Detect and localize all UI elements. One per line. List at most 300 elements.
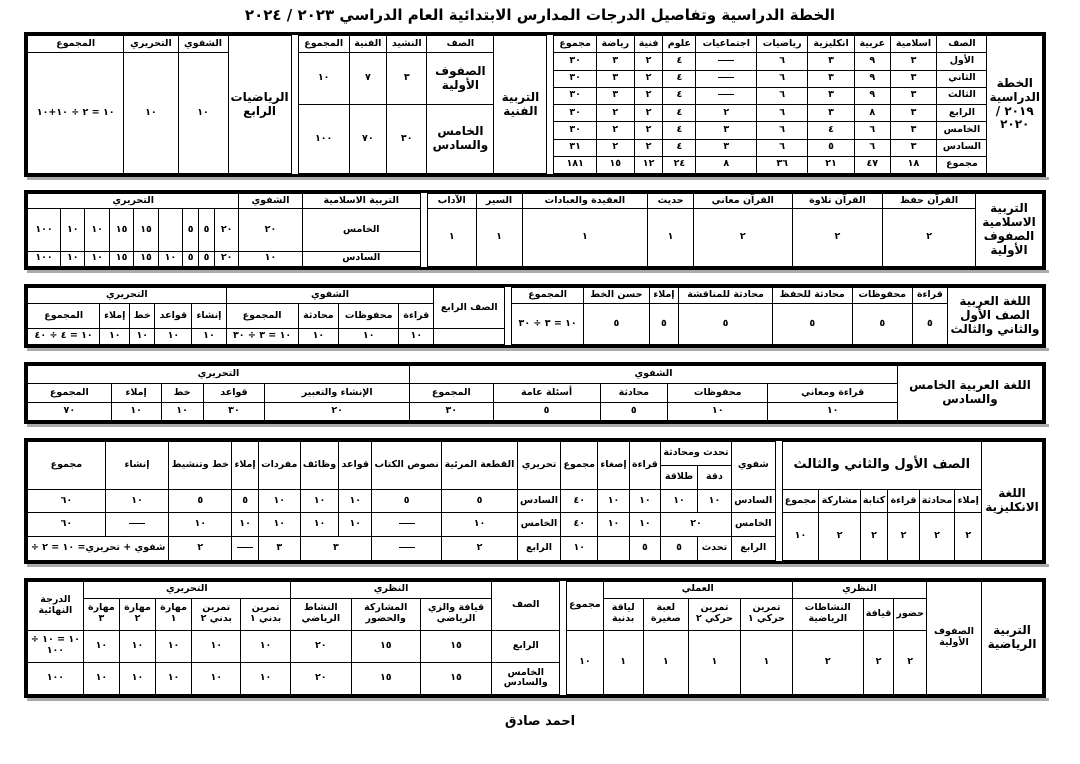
plan-cell: ٢ (596, 139, 634, 156)
plan-cell: السادس (937, 139, 987, 156)
arabic-side-label: اللغة العربية الصف الأول والثاني والثالث (948, 288, 1043, 345)
plan-cell (696, 53, 757, 70)
pe-grade-label: الصفوف الأولية (927, 582, 982, 695)
arabic4-oral-cell: ١٠ (399, 328, 434, 344)
english-w-h: مجموع (28, 442, 106, 490)
islamic-section (24, 190, 1046, 270)
plan-cell: ٤ (663, 70, 696, 87)
islamic-header: السير (476, 194, 522, 209)
plan-cell: ٣٠ (554, 122, 596, 139)
english-w-cell: ٥ (372, 489, 442, 513)
arabic-cell: ٥ (852, 304, 912, 345)
islamic-table (27, 193, 1043, 267)
pe-t2-cell: ١٥ (420, 662, 492, 694)
plan-cell: ٤ (663, 53, 696, 70)
arabic-primary-section (24, 284, 1046, 348)
plan-cell (696, 70, 757, 87)
plan-cell: ٩ (854, 53, 890, 70)
islamic-cell: ٢ (883, 209, 976, 267)
math4-side-label: الرياضيات الرابع (228, 36, 291, 174)
pe-t-h: قيافة (863, 598, 894, 630)
islamic-header: القرآن معاني (693, 194, 792, 209)
islamic-oral-header: الشفوي (239, 194, 302, 209)
author-name: احمد صادق (504, 714, 576, 729)
plan-cell: ٢ (634, 70, 663, 87)
islamic-side-label: التربية الاسلامية الصفوف الأولية (976, 194, 1043, 267)
arabic4-w-h: إملاء (100, 304, 130, 329)
math4-cell: ١٠ = ٢ ÷ ١٠+١٠ (28, 53, 124, 174)
plan-art-math-table (27, 35, 1043, 174)
pe-w-h: مهارة ١ (156, 598, 192, 630)
arabic56-w-h: إملاء (111, 384, 161, 402)
pe-w-cell: ١٠ (83, 662, 119, 694)
plan-cell: الخامس (937, 122, 987, 139)
arabic56-w-cell: ١٠ (161, 402, 203, 420)
arabic56-oral-cell: ١٠ (668, 402, 768, 420)
islamic-cell: ٢ (693, 209, 792, 267)
plan-cell: ٤ (808, 122, 855, 139)
plan-cell: ٣ (808, 70, 855, 87)
plan-cell: ٤ (663, 105, 696, 122)
plan-cell: ٣ (890, 87, 937, 104)
english-w-cell: ٣ (300, 537, 372, 561)
pe-t2-h: المشاركة والحضور (351, 598, 420, 630)
arabic-header: محادثة للمناقشة (679, 288, 772, 304)
islamic-grade: السادس (302, 251, 420, 267)
english-w-cell: ١٠ (258, 489, 300, 513)
art-header: الفنية (349, 36, 386, 53)
islamic-w-cell: ١٠ (158, 251, 182, 267)
plan-cell: ٨ (854, 105, 890, 122)
arabic4-written-header: التحريري (28, 288, 227, 304)
arabic56-oral-h: أسئلة عامة (493, 384, 600, 402)
english-w-h: خط وتنشيط (169, 442, 232, 490)
islamic-w-cell: ٥ (199, 251, 215, 267)
arabic56-oral-cell: ٥ (600, 402, 668, 420)
islamic-w-cell: ١٠ (61, 209, 85, 251)
islamic-oral-cell: ٢٠ (239, 209, 302, 251)
islamic-w-cell: ١٠٠ (28, 209, 61, 251)
pe-p-h: تمرين حركي ١ (740, 598, 792, 630)
plan-cell: ٢ (696, 105, 757, 122)
plan-cell: ١٥ (596, 156, 634, 173)
arabic4-oral-cell: ١٠ = ٣ ÷ ٣٠ (226, 328, 298, 344)
art-header: الصف (427, 36, 494, 53)
english-w-cell: ١٠ (169, 513, 232, 537)
arabic56-w-cell: ٣٠ (203, 402, 265, 420)
pe-w-h: تمرين بدني ١ (241, 598, 290, 630)
arabic56-oral-cell: ٥ (493, 402, 600, 420)
english-w-h: وظائف (300, 442, 339, 490)
plan-cell: ٥ (808, 139, 855, 156)
english-header: مشاركة (819, 489, 860, 513)
arabic4-oral-cell: ١٠ (339, 328, 399, 344)
pe-practical-header: العملي (603, 582, 792, 599)
plan-cell: ٣ (890, 122, 937, 139)
plan-cell: ٣ (808, 53, 855, 70)
english-grade: السادس (517, 489, 561, 513)
islamic-grade: الخامس (302, 209, 420, 251)
arabic4-oral-header: الشفوي (226, 288, 434, 304)
english-w-h: إملاء (232, 442, 259, 490)
pe-p-h: تمرين حركي ٢ (688, 598, 740, 630)
arabic4-blank (434, 328, 505, 344)
arabic4-oral-h: المجموع (226, 304, 298, 329)
plan-header: الصف (937, 36, 987, 53)
plan-cell: ٦ (757, 105, 808, 122)
pe-table (27, 581, 1043, 695)
plan-cell: ٣ (596, 70, 634, 87)
plan-cell: ٤٧ (854, 156, 890, 173)
english-w-cell: ٦٠ (28, 513, 106, 537)
art-cell: ٧٠ (349, 105, 386, 174)
english-grade: الرابع (731, 537, 775, 561)
english-cell: ٢ (888, 513, 919, 561)
islamic-header: العقيدة والعبادات (522, 194, 648, 209)
page-title: الخطة الدراسية وتفاصيل الدرجات المدارس الابتدائية العام الدراسي ٢٠٢٣ / ٢٠٢٤ (244, 6, 836, 24)
plan-cell: ٢ (596, 105, 634, 122)
plan-header: انكليزية (808, 36, 855, 53)
plan-header: فنية (634, 36, 663, 53)
english-w-cell (372, 537, 442, 561)
english-oral-cell: ١٠ (629, 489, 660, 513)
pe-t2-cell: ١٥ (351, 630, 420, 662)
arabic-cell: ٥ (912, 304, 947, 345)
arabic-upper-table (27, 365, 1043, 421)
english-cell: ١٠ (782, 513, 819, 561)
english-grade: الخامس (731, 513, 775, 537)
islamic-header: القرآن تلاوة (792, 194, 883, 209)
english-oral-cell: ١٠ (661, 489, 698, 513)
arabic-cell: ٥ (772, 304, 852, 345)
plan-art-math-section (24, 32, 1046, 177)
english-oral-cell: ١٠ (629, 513, 660, 537)
arabic56-w-cell: ١٠ (111, 402, 161, 420)
art-cell: ٧ (349, 53, 386, 105)
islamic-w-cell: ١٥ (109, 209, 133, 251)
pe-final-cell: ١٠ = ١٠ ÷ ١٠٠ (28, 630, 84, 662)
islamic-w-cell: ١٠ (85, 209, 109, 251)
english-cell: ٢ (819, 513, 860, 561)
english-w-cell (232, 537, 259, 561)
plan-cell: ٣ (890, 53, 937, 70)
pe-t-h: النشاطات الرياضية (792, 598, 863, 630)
islamic-oral-cell: ١٠ (239, 251, 302, 267)
english-w-total: شفوي + تحريري= ١٠ = ٢ ÷ (28, 537, 169, 561)
english-oral-cell: ٤٠ (561, 513, 598, 537)
plan-cell: ٣٠ (554, 87, 596, 104)
pe-t-cell: ٢ (792, 630, 863, 694)
plan-cell: ٣ (696, 139, 757, 156)
islamic-w-cell: ١٠ (85, 251, 109, 267)
plan-cell (696, 87, 757, 104)
english-grade: الرابع (517, 537, 561, 561)
pe-p-cell: ١ (643, 630, 688, 694)
plan-cell: ١٢ (634, 156, 663, 173)
arabic4-oral-h: محفوظات (339, 304, 399, 329)
pe-w-cell: ١٠ (83, 630, 119, 662)
pe-w-h: مهارة ٢ (119, 598, 155, 630)
english-oral-cell: ١٠ (698, 489, 732, 513)
plan-cell: ١٨ (890, 156, 937, 173)
pe-w-cell: ١٠ (156, 662, 192, 694)
english-w-cell: ٢ (169, 537, 232, 561)
pe-t-cell: ٢ (863, 630, 894, 694)
arabic-primary-table (27, 287, 1043, 345)
english-w-cell: ١٠ (339, 513, 372, 537)
plan-cell: ٣ (890, 105, 937, 122)
islamic-w-cell: ١٠ (61, 251, 85, 267)
english-oral-cell: ١٠ (598, 513, 630, 537)
plan-cell: ٩ (854, 87, 890, 104)
plan-cell: ٣٠ (554, 105, 596, 122)
pe-w-cell: ١٠ (119, 630, 155, 662)
english-oral-h: مجموع (561, 442, 598, 490)
pe-p-h: لياقة بدنية (603, 598, 643, 630)
arabic56-oral-cell: ١٠ (768, 402, 898, 420)
plan-cell: ٣ (890, 70, 937, 87)
english-talk-sub: دقة (698, 465, 732, 489)
english-header: محادثة (919, 489, 955, 513)
art-side-label: التربية الفنية (494, 36, 547, 174)
arabic56-w-h: قواعد (203, 384, 265, 402)
arabic4-w-h: قواعد (155, 304, 192, 329)
plan-cell: ٨ (696, 156, 757, 173)
english-w-h: نصوص الكتاب (372, 442, 442, 490)
arabic-header: إملاء (649, 288, 679, 304)
plan-cell: ٦ (757, 53, 808, 70)
plan-cell: ٢ (596, 122, 634, 139)
plan-header: عربية (854, 36, 890, 53)
plan-cell: ٣ (596, 53, 634, 70)
pe-theory-header: النظري (792, 582, 926, 599)
english-w-h: قواعد (339, 442, 372, 490)
plan-cell: ٤ (663, 122, 696, 139)
arabic56-written-header: التحريري (28, 366, 410, 384)
english-oral-h: قراءة (629, 442, 660, 490)
math4-cell: ١٠ (178, 53, 228, 174)
arabic-header: حسن الخط (584, 288, 649, 304)
arabic-header: المجموع (512, 288, 584, 304)
plan-cell: مجموع (937, 156, 987, 173)
plan-cell: ٢ (634, 139, 663, 156)
english-w-h: مفردات (258, 442, 300, 490)
islamic-mid-label: التربية الاسلامية (302, 194, 420, 209)
plan-cell: ١٨١ (554, 156, 596, 173)
islamic-cell: ٢ (792, 209, 883, 267)
english-oral-cell: ١٠ (561, 537, 598, 561)
pe-t-cell: ٢ (894, 630, 927, 694)
english-w-cell: ٥ (232, 489, 259, 513)
english-table (27, 441, 1043, 561)
plan-header: رياضيات (757, 36, 808, 53)
arabic-cell: ٥ (679, 304, 772, 345)
arabic56-w-cell: ٧٠ (28, 402, 112, 420)
english-cell: ٢ (860, 513, 888, 561)
english-w-cell: ٢ (442, 537, 518, 561)
english-w-cell: ٣ (258, 537, 300, 561)
art-cell: ٣ (387, 53, 427, 105)
islamic-cell: ١ (476, 209, 522, 267)
plan-cell: الثالث (937, 87, 987, 104)
pe-t2-cell: ١٥ (420, 630, 492, 662)
arabic-header: قراءة (912, 288, 947, 304)
arabic-cell: ١٠ = ٣ ÷ ٣٠ (512, 304, 584, 345)
islamic-header: القرآن حفظ (883, 194, 976, 209)
arabic-cell: ٥ (649, 304, 679, 345)
english-oral-cell: تحدث (698, 537, 732, 561)
arabic4-w-cell: ١٠ (192, 328, 226, 344)
arabic-cell: ٥ (584, 304, 649, 345)
english-title: الصف الأول والثاني والثالث (782, 442, 982, 490)
pe-w-cell: ١٠ (119, 662, 155, 694)
arabic56-side-label: اللغة العربية الخامس والسادس (898, 366, 1043, 421)
pe-w-cell: ١٠ (192, 662, 241, 694)
art-header: النشيد (387, 36, 427, 53)
islamic-w-cell (158, 209, 182, 251)
islamic-w-cell: ١٥ (134, 209, 158, 251)
pe-p-cell: ١ (740, 630, 792, 694)
english-oral-label: شفوي (731, 442, 775, 490)
plan-cell: الرابع (937, 105, 987, 122)
english-header: مجموع (782, 489, 819, 513)
pe-w-h: مهارة ٣ (83, 598, 119, 630)
english-w-cell: ١٠ (339, 489, 372, 513)
islamic-header: حديث (648, 194, 694, 209)
plan-cell: الثاني (937, 70, 987, 87)
plan-header: مجموع (554, 36, 596, 53)
pe-t2-h: قيافة والزي الرياضي (420, 598, 492, 630)
arabic56-oral-h: محفوظات (668, 384, 768, 402)
art-cell: ١٠ (298, 53, 349, 105)
islamic-cell: ١ (428, 209, 477, 267)
islamic-cell: ١ (522, 209, 648, 267)
pe-w-cell: ١٠ (241, 662, 290, 694)
pe-grade-head: الصف (492, 582, 560, 631)
pe-t-h: حضور (894, 598, 927, 630)
plan-cell: ٦ (757, 122, 808, 139)
arabic4-w-h: خط (130, 304, 155, 329)
english-oral-cell: ٥ (629, 537, 660, 561)
arabic4-w-cell: ١٠ (155, 328, 192, 344)
arabic4-oral-h: قراءة (399, 304, 434, 329)
arabic-upper-section (24, 362, 1046, 424)
pe-t2-h: النشاط الرياضي (290, 598, 351, 630)
art-grade: الصفوف الأولية (427, 53, 494, 105)
pe-section (24, 578, 1046, 698)
arabic56-oral-cell: ٣٠ (410, 402, 494, 420)
arabic4-w-cell: ١٠ (130, 328, 155, 344)
english-w-cell: ٦٠ (28, 489, 106, 513)
plan-cell: ٣٠ (554, 70, 596, 87)
english-cell: ٢ (955, 513, 982, 561)
islamic-w-cell: ٥ (183, 251, 199, 267)
english-oral-cell: ٢٠ (661, 513, 732, 537)
plan-cell: ٢ (634, 105, 663, 122)
islamic-w-cell: ٥ (199, 209, 215, 251)
english-grade: الخامس (517, 513, 561, 537)
pe-w-cell: ١٠ (192, 630, 241, 662)
english-header: كتابة (860, 489, 888, 513)
plan-cell: ٩ (854, 70, 890, 87)
plan-cell: ٢ (634, 122, 663, 139)
math4-cell: ١٠ (124, 53, 178, 174)
islamic-w-cell: ١٠٠ (28, 251, 61, 267)
plan-cell: ٢٤ (663, 156, 696, 173)
english-w-cell: ٥ (169, 489, 232, 513)
english-w-h: القطعة المرئية (442, 442, 518, 490)
english-grade: السادس (731, 489, 775, 513)
plan-header: علوم (663, 36, 696, 53)
arabic4-grade: الصف الرابع (434, 288, 505, 329)
pe-w-h: تمرين بدني ٢ (192, 598, 241, 630)
islamic-w-cell: ٢٠ (214, 209, 238, 251)
arabic56-w-h: الإنشاء والتعبير (265, 384, 410, 402)
arabic56-w-h: المجموع (28, 384, 112, 402)
pe-final-label: الدرجة النهائية (28, 582, 84, 631)
plan-cell: ٦ (757, 70, 808, 87)
pe-grade: الرابع (492, 630, 560, 662)
plan-cell: ٢ (634, 87, 663, 104)
arabic4-w-h: إنشاء (192, 304, 226, 329)
english-header: إملاء (955, 489, 982, 513)
arabic4-oral-cell: ١٠ (298, 328, 339, 344)
plan-cell: ٣ (890, 139, 937, 156)
pe-side-label: التربية الرياضية (982, 582, 1043, 695)
pe-w-cell: ١٠ (156, 630, 192, 662)
pe-theory2-header: النظري (290, 582, 492, 599)
math4-header: الشفوي (178, 36, 228, 53)
islamic-w-cell: ٥ (183, 209, 199, 251)
arabic4-oral-h: محادثة (298, 304, 339, 329)
plan-header: رياضة (596, 36, 634, 53)
plan-cell: الأول (937, 53, 987, 70)
plan-cell: ٦ (854, 139, 890, 156)
islamic-cell: ١ (648, 209, 694, 267)
english-w-cell: ١٠ (105, 489, 168, 513)
english-oral-cell: ٥ (661, 537, 698, 561)
english-w-cell: ١٠ (258, 513, 300, 537)
english-w-cell (372, 513, 442, 537)
arabic4-w-h: المجموع (28, 304, 100, 329)
english-w-cell: ٥ (442, 489, 518, 513)
plan-cell: ٤ (663, 87, 696, 104)
islamic-header: الآداب (428, 194, 477, 209)
plan-cell: ٣٦ (757, 156, 808, 173)
islamic-w-cell: ٢٠ (214, 251, 238, 267)
plan-cell: ٣ (808, 105, 855, 122)
arabic4-w-cell: ١٠ = ٤ ÷ ٤٠ (28, 328, 100, 344)
plan-cell: ٣١ (554, 139, 596, 156)
english-oral-h: إصغاء (598, 442, 630, 490)
english-w-cell (105, 513, 168, 537)
english-oral-cell (598, 537, 630, 561)
english-w-cell: ١٠ (232, 513, 259, 537)
arabic56-oral-h: المجموع (410, 384, 494, 402)
arabic56-oral-header: الشفوي (410, 366, 898, 384)
plan-cell: ٣٠ (554, 53, 596, 70)
pe-p-cell: ١ (688, 630, 740, 694)
plan-header: اسلامية (890, 36, 937, 53)
art-cell: ١٠٠ (298, 105, 349, 174)
english-talk-sub: طلاقة (661, 465, 698, 489)
plan-cell: ٤ (663, 139, 696, 156)
pe-written-header: التحريري (83, 582, 290, 599)
pe-t2-cell: ٢٠ (290, 662, 351, 694)
pe-p-h: لعبة صغيرة (643, 598, 688, 630)
english-talk-header: تحدث ومحادثة (661, 442, 732, 466)
pe-total-cell: ١٠ (567, 630, 604, 694)
